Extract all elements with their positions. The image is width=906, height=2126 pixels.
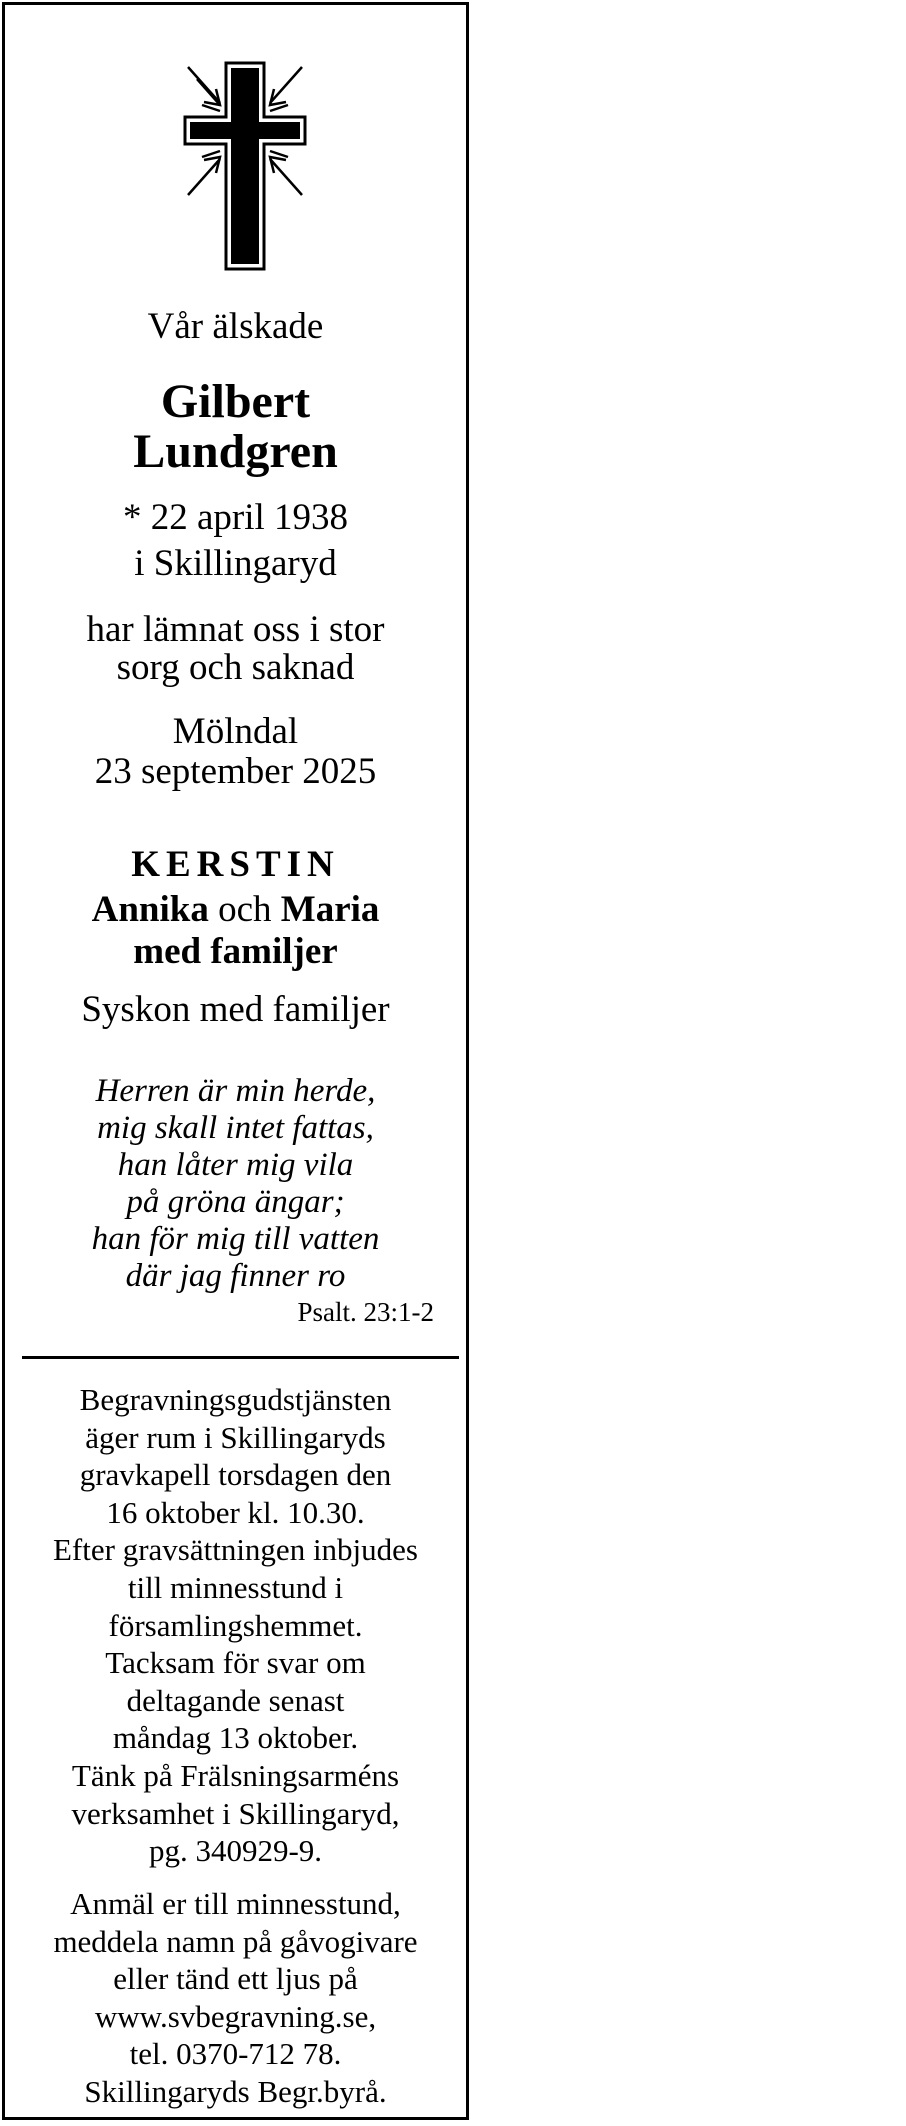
funeral-line: Efter gravsättningen inbjudes bbox=[52, 1532, 418, 1568]
siblings: Syskon med familjer bbox=[81, 989, 390, 1030]
section-divider bbox=[22, 1356, 459, 1359]
grief-message bbox=[5, 611, 466, 687]
funeral-line: måndag 13 oktober. bbox=[112, 1720, 359, 1756]
spouse-name: KERSTIN bbox=[131, 844, 340, 885]
death-date: 23 september 2025 bbox=[94, 751, 377, 792]
verse-line: mig skall intet fattas, bbox=[97, 1110, 374, 1146]
notice-line: eller tänd ett ljus på bbox=[113, 1961, 358, 1997]
verse-reference: Psalt. 23:1-2 bbox=[297, 1297, 434, 1327]
funeral-line: gravkapell torsdagen den bbox=[79, 1457, 392, 1493]
funeral-line: deltagande senast bbox=[126, 1682, 345, 1718]
obituary-notice bbox=[2, 2, 469, 2120]
funeral-line: verksamhet i Skillingaryd, bbox=[71, 1795, 400, 1831]
funeral-line: till minnesstund i bbox=[127, 1569, 344, 1605]
verse-line: på gröna ängar; bbox=[126, 1184, 345, 1220]
child-name: Annika bbox=[91, 889, 209, 930]
verse-line: han för mig till vatten bbox=[91, 1221, 380, 1257]
website-link[interactable]: www.svbegravning.se, bbox=[94, 1998, 377, 2034]
message-line: har lämnat oss i stor bbox=[86, 609, 385, 650]
birth-date: * 22 april 1938 bbox=[122, 497, 349, 538]
death-place: Mölndal bbox=[172, 711, 299, 752]
funeral-home: Skillingaryds Begr.byrå. bbox=[84, 2073, 387, 2109]
conjunction: och bbox=[218, 889, 272, 930]
birth-info bbox=[5, 495, 466, 587]
verse-line: han låter mig vila bbox=[117, 1147, 354, 1183]
funeral-line: 16 oktober kl. 10.30. bbox=[106, 1494, 365, 1530]
funeral-line: Tänk på Frälsningsarméns bbox=[71, 1757, 400, 1793]
death-info bbox=[5, 712, 466, 792]
message-line: sorg och saknad bbox=[116, 647, 355, 688]
funeral-info bbox=[5, 1381, 466, 1870]
birth-place: i Skillingaryd bbox=[134, 543, 337, 584]
deceased-name bbox=[5, 377, 466, 477]
intro-text: Vår älskade bbox=[147, 306, 324, 347]
children-names bbox=[5, 889, 466, 931]
funeral-line: pg. 340929-9. bbox=[148, 1833, 323, 1869]
notice-line: meddela namn på gåvogivare bbox=[53, 1923, 418, 1959]
families: med familjer bbox=[133, 931, 338, 972]
verse-line: Herren är min herde, bbox=[95, 1073, 376, 1109]
funeral-line: Begravningsgudstjänsten bbox=[79, 1382, 392, 1417]
funeral-line: äger rum i Skillingaryds bbox=[85, 1419, 386, 1455]
memorial-notice bbox=[5, 1885, 466, 2111]
last-name: Lundgren bbox=[133, 425, 338, 478]
funeral-line: Tacksam för svar om bbox=[105, 1645, 366, 1681]
cross-icon bbox=[180, 61, 310, 271]
notice-line: Anmäl er till minnesstund, bbox=[70, 1886, 401, 1921]
phone-number: tel. 0370-712 78. bbox=[129, 2036, 342, 2072]
children bbox=[5, 889, 466, 973]
bible-verse bbox=[5, 1073, 466, 1295]
first-name: Gilbert bbox=[160, 375, 311, 428]
verse-line: där jag finner ro bbox=[125, 1258, 346, 1294]
child-name: Maria bbox=[280, 889, 380, 930]
funeral-line: församlingshemmet. bbox=[108, 1607, 363, 1643]
